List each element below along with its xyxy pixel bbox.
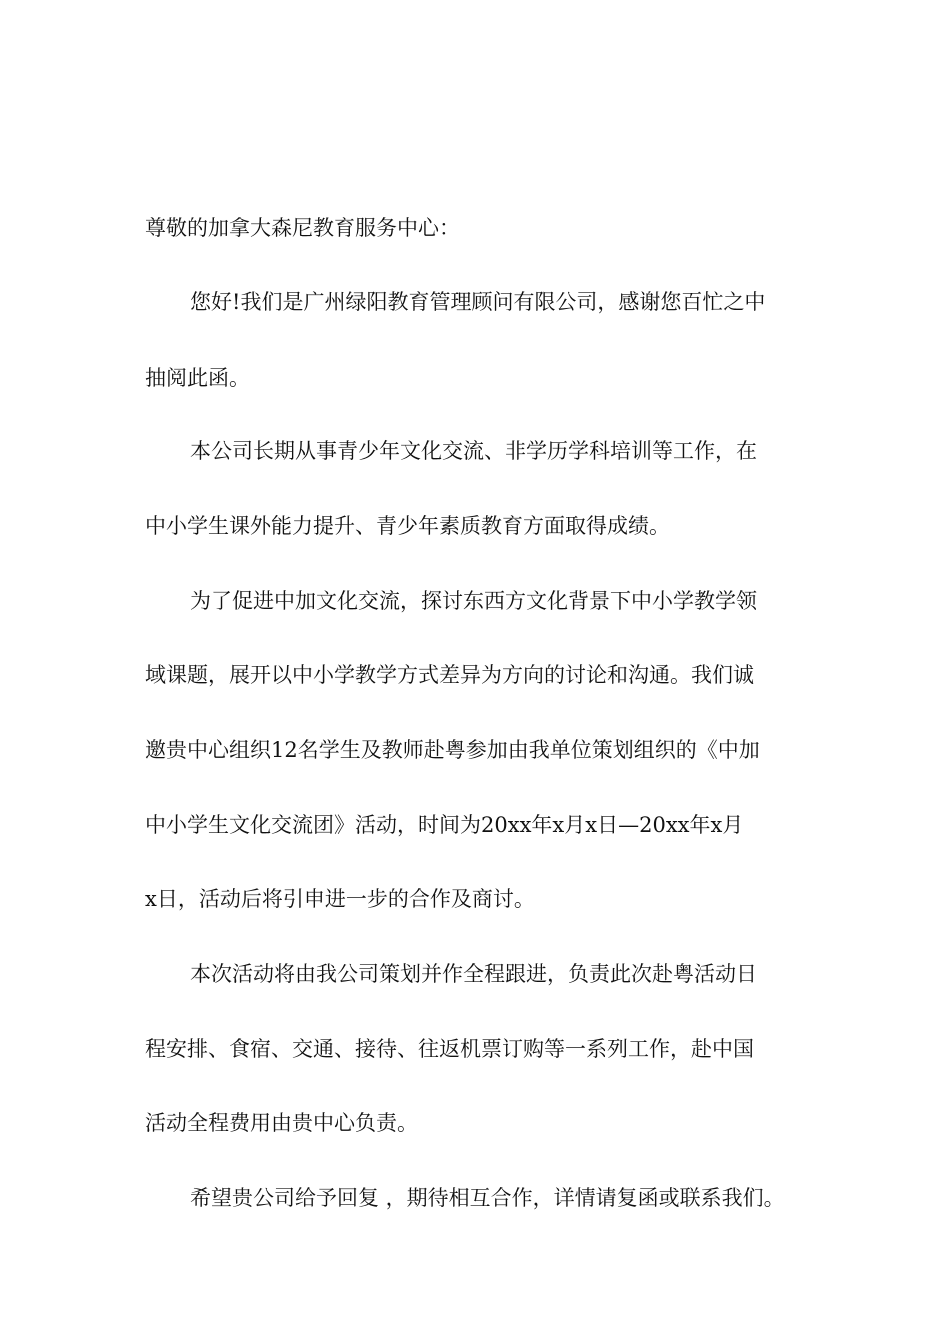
paragraph-line: 抽阅此函。 [145, 366, 250, 390]
paragraph-line: 活动全程费用由贵中心负责。 [145, 1111, 418, 1135]
paragraph-line: 为了促进中加文化交流，探讨东西方文化背景下中小学教学领 [190, 589, 757, 613]
paragraph-line: x日，活动后将引申进一步的合作及商讨。 [145, 887, 535, 911]
salutation: 尊敬的加拿大森尼教育服务中心： [145, 216, 460, 240]
paragraph-line: 希望贵公司给予回复 ，期待相互合作，详情请复函或联系我们。 [190, 1186, 785, 1210]
paragraph-line: 域课题，展开以中小学教学方式差异为方向的讨论和沟通。我们诚 [145, 663, 754, 687]
paragraph-line: 本公司长期从事青少年文化交流、非学历学科培训等工作，在 [190, 439, 757, 463]
paragraph-line: 程安排、食宿、交通、接待、往返机票订购等一系列工作，赴中国 [145, 1037, 754, 1061]
paragraph-line: 邀贵中心组织12名学生及教师赴粤参加由我单位策划组织的《中加 [145, 738, 760, 762]
paragraph-line: 本次活动将由我公司策划并作全程跟进，负责此次赴粤活动日 [190, 962, 757, 986]
paragraph-line: 中小学生课外能力提升、青少年素质教育方面取得成绩。 [145, 514, 670, 538]
paragraph-line: 您好!我们是广州绿阳教育管理顾问有限公司，感谢您百忙之中 [190, 290, 766, 314]
paragraph-line: 中小学生文化交流团》活动，时间为20xx年x月x日—20xx年x月 [145, 813, 744, 837]
